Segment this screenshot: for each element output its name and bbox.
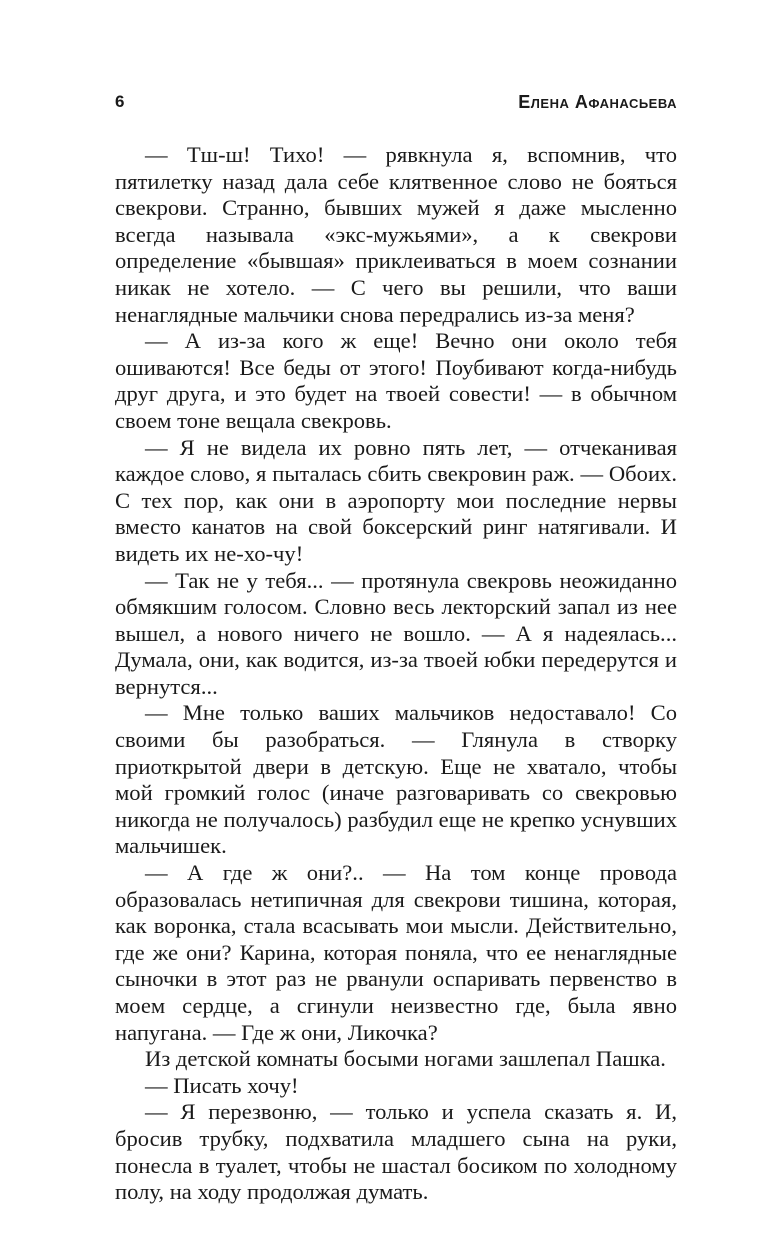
paragraph: — Я перезвоню, — только и успела сказать я. И, бросив трубку, подхватила младшего сына на руки, понесла в туалет, чтобы не шастал босиком по холодному полу, на ходу продолжая думать. (115, 1099, 677, 1205)
running-head-author: Елена Афанасьева (518, 92, 677, 112)
paragraph: — Писать хочу! (145, 1072, 299, 1098)
body-text (115, 142, 677, 1206)
paragraph: — Я не видела их ровно пять лет, — отчеканивая каждое слово, я пыталась сбить свекровин раж. — Обоих. С тех пор, как они в аэропорту мои последние нервы вместо канатов на свой боксерский ринг натягивали. И видеть их не-хо-чу! (115, 434, 677, 566)
paragraph: Из детской комнаты босыми ногами зашлепал Пашка. (145, 1046, 666, 1072)
paragraph: — Так не у тебя... — протянула свекровь неожиданно обмякшим голосом. Словно весь лекторский запал из нее вышел, а нового ничего не вошло. — А я надеялась... Думала, они, как водится, из-за твоей юбки передерутся и вернутся... (115, 567, 677, 699)
page-number: 6 (115, 92, 125, 111)
paragraph: — А из-за кого ж еще! Вечно они около тебя ошиваются! Все беды от этого! Поубивают когда-нибудь друг друга, и это будет на твоей совести! — в обычном своем тоне вещала свекровь. (115, 328, 677, 433)
paragraph: — Мне только ваших мальчиков недоставало! Со своими бы разобраться. — Глянула в створку приоткрытой двери в детскую. Еще не хватало, чтобы мой громкий голос (иначе разговаривать со свекровью никогда не получалось) разбудил еще не крепко уснувших мальчишек. (115, 700, 677, 859)
paragraph: — Тш-ш! Тихо! — рявкнула я, вспомнив, что пятилетку назад дала себе клятвенное слово не бояться свекрови. Странно, бывших мужей я даже мысленно всегда называла «экс-мужьями», а к свекрови определение «бывшая» приклеиваться в моем сознании никак не хотело. — С чего вы решили, что ваши ненаглядные мальчики снова передрались из-за меня? (115, 142, 677, 327)
paragraph: — А где ж они?.. — На том конце провода образовалась нетипичная для свекрови тишина, которая, как воронка, стала всасывать мои мысли. Действительно, где же они? Карина, которая поняла, что ее ненаглядные сыночки в этот раз не рванули оспаривать первенство в моем сердце, а сгинули неизвестно где, была явно напугана. — Где ж они, Ликочка? (115, 860, 677, 1045)
page-header (115, 92, 677, 118)
